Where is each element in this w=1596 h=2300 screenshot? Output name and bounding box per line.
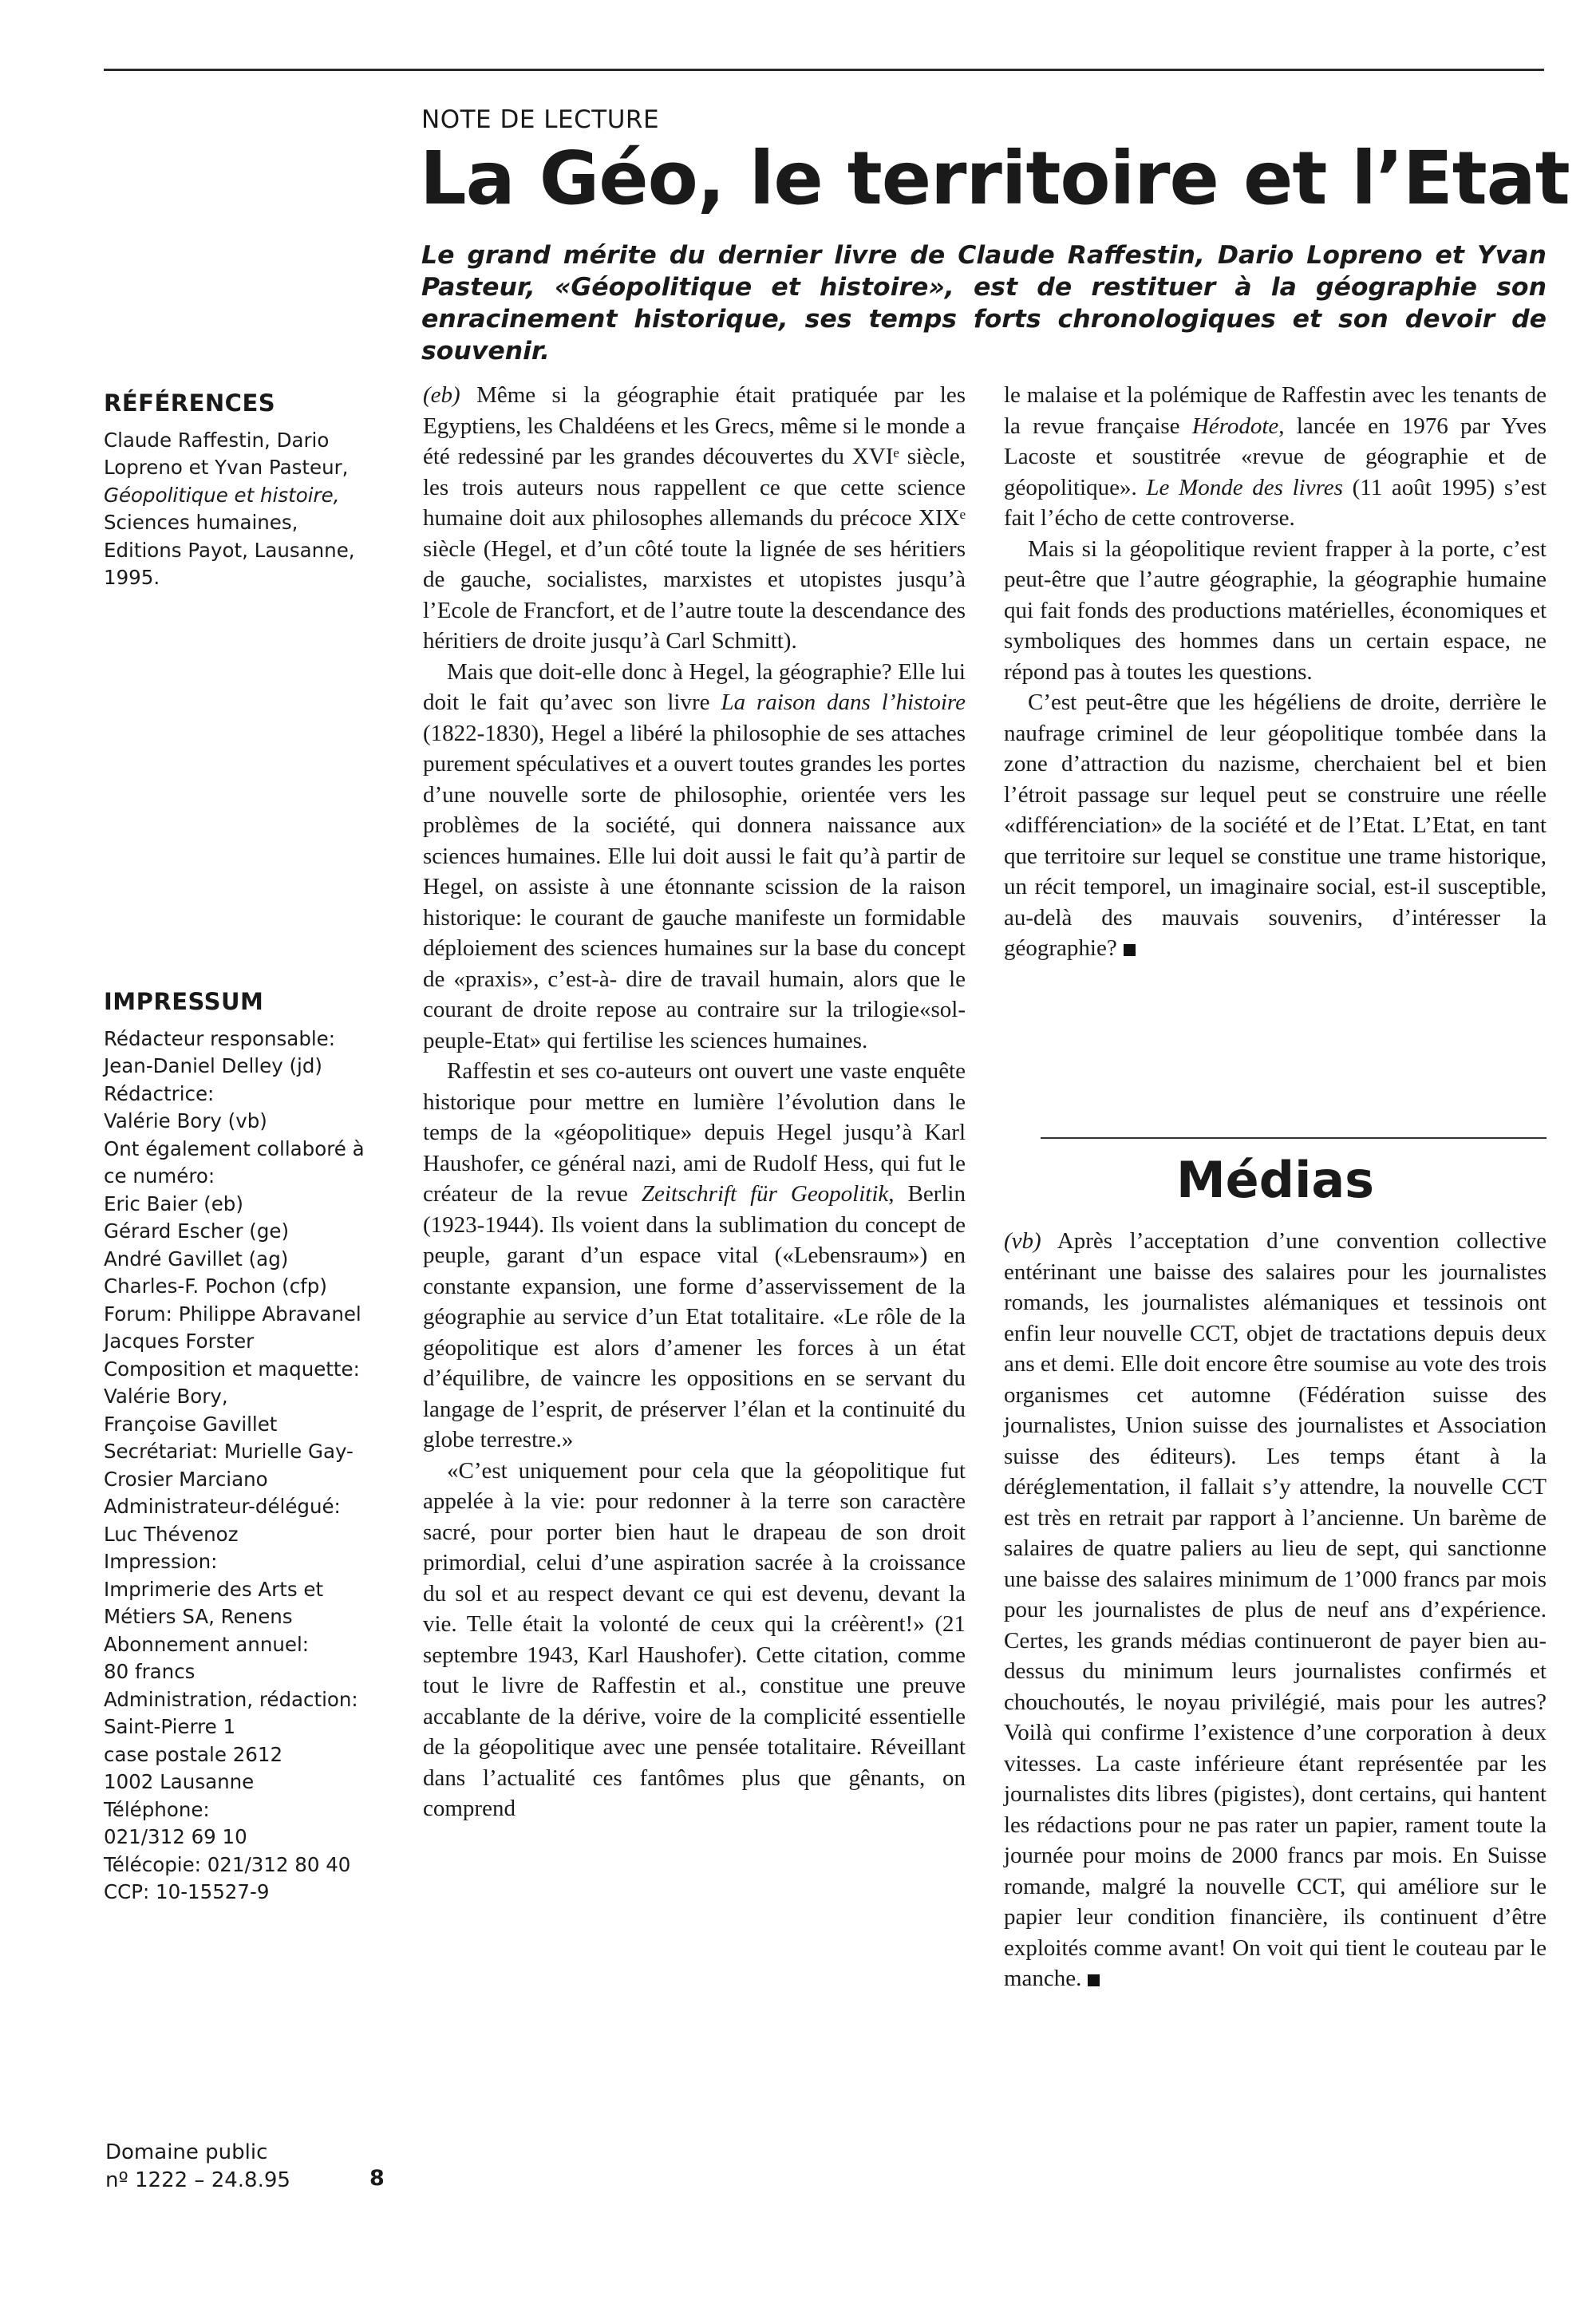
page-number: 8 [369,2166,385,2191]
article-paragraph: Mais que doit-elle donc à Hegel, la géographie? Elle lui doit le fait qu’avec son livre La raison dans l’histoire (1822-1830), Hegel a libéré la philosophie de ses attaches purement spéculatives et a ouvert toutes grandes les portes d’une nouvelle sorte de philosophie, orientée vers les problèmes de la société, qui donnera naissance aux sciences humaines. Elle lui doit aussi le fait qu’à partir de Hegel, on assiste à une étonnante scission de la raison historique: le courant de gauche manifeste un formidable déploiement des sciences humaines sur la base du concept de «praxis», c’est-à- dire de travail humain, alors que le courant de droite repose au contraire sur la trilogie«sol-peuple-Etat» qui fertilise les sciences humaines. [423,658,966,1053]
impressum-line: Télécopie: 021/312 80 40 [104,1852,351,1876]
impressum-line: 80 francs [104,1660,196,1683]
impressum-line: Luc Thévenoz [104,1522,239,1546]
impressum-line: Secrétariat: Murielle Gay- [104,1440,354,1463]
reference-book-title: Géopolitique et histoire, [104,483,340,507]
impressum-line: Saint-Pierre 1 [104,1715,236,1738]
impressum-line: Valérie Bory (vb) [104,1109,267,1132]
impressum-line: Impression: [104,1550,218,1573]
impressum-line: Eric Baier (eb) [104,1191,243,1215]
impressum-line: Rédacteur responsable: [104,1026,336,1050]
publication-name: Domaine public [105,2140,268,2164]
reference-line: Editions Payot, Lausanne, [104,538,355,562]
medias-paragraph: (vb) Après l’acceptation d’une convention collective entérinant une baisse des salaires pour les journalistes romands, les journalistes alémaniques et tessinois ont enfin leur nouvelle CCT, objet de tractations depuis deux ans et demi. Elle doit encore être soumise au vote des trois organismes cet automne (Fédération suisse des journalistes, Union suisse des journalistes et Association suisse des éditeurs). Les temps étant à la déréglementation, il fallait s’y attendre, la nouvelle CCT est très en retrait par rapport à l’ancienne. Un barème de salaires de quatre paliers au lieu de sept, qui sanctionne une baisse des salaires minimum de 1’000 francs par mois pour les journalistes de plus de neuf ans d’expérience. Certes, les grands médias continueront de payer bien au-dessus du minimum leurs journalistes confirmés et chouchoutés, le noyau privilégié, mais pour les autres? Voilà qui confirme l’existence d’une corporation à deux vitesses. La caste inférieure étant représentée par les journalistes dits libres (pigistes), dont certains, qui hantent les rédactions pour ne pas rater un papier, rament toute la journée pour moins de 2000 francs par mois. En Suisse romande, malgré la nouvelle CCT, qui améliore sur le papier leur condition financière, ils continuent d’être exploités comme avant! On voit qui tient le couteau par le manche. [1004,1228,1547,1991]
article-paragraph: C’est peut-être que les hégéliens de droite, derrière le naufrage criminel de leur géopolitique tombée dans la zone d’attraction du nazisme, cherchaient bel et bien l’étroit passage sur lequel peut se construire une réelle «différenciation» de la société et de l’Etat. L’Etat, en tant que territoire sur lequel se constitue une trame historique, un récit temporel, un imaginaire social, est-il susceptible, au-delà des mauvais souvenirs, d’intéresser la géographie? [1004,690,1547,961]
section-label: NOTE DE LECTURE [421,105,660,134]
references-heading: RÉFÉRENCES [104,389,276,417]
article-column-2 [1004,380,1547,964]
reference-line: Lopreno et Yvan Pasteur, [104,456,349,479]
impressum-line: Jean-Daniel Delley (jd) [104,1054,322,1077]
end-mark [1088,1974,1100,1986]
impressum-line: Charles-F. Pochon (cfp) [104,1274,327,1298]
impressum-line: Crosier Marciano [104,1467,268,1491]
impressum-line: Gérard Escher (ge) [104,1219,290,1243]
impressum-line: ce numéro: [104,1164,215,1188]
author-tag: (vb) [1004,1228,1041,1254]
impressum-lines [104,1026,379,1907]
end-mark [1124,944,1136,956]
impressum-line: Forum: Philippe Abravanel [104,1302,361,1326]
top-rule [104,69,1544,71]
impressum-line: Rédactrice: [104,1081,215,1105]
article-paragraph: Raffestin et ses co-auteurs ont ouvert une vaste enquête historique pour mettre en lumière l’évolution dans le temps de la «géopolitique» depuis Hegel jusqu’à Karl Haushofer, ce général nazi, ami de Rudolf Hess, qui fut le créateur de la revue Zeitschrift für Geopolitik, Berlin (1923-1944). Ils voient dans la sublimation du concept de peuple, garant d’un espace vital («Lebensraum») en constante expansion, une forme d’asservissement de la géographie au service d’un Etat totalitaire. «Le rôle de la géopolitique est alors d’amener les forces à un état d’équilibre, de vaincre les oppositions en se servant du langage de l’esprit, de préserver l’élan et la continuité du globe terrestre.» [423,1058,966,1452]
issue-info: nº 1222 – 24.8.95 [105,2168,290,2192]
impressum-line: Valérie Bory, [104,1385,228,1408]
impressum-line: André Gavillet (ag) [104,1247,289,1271]
reference-line: Claude Raffestin, Dario [104,428,330,452]
article-paragraph: (eb) Même si la géographie était pratiquée par les Egyptiens, les Chaldéens et les Grecs, même si le monde a été redessiné par les grandes découvertes du XVIᵉ siècle, les trois auteurs nous rappellent ce que cette science humaine doit aux philosophes allemands du précoce XIXᵉ siècle (Hegel, et d’un côté toute la lignée de ses héritiers de gauche, socialistes, marxistes et utopistes jusqu’à l’Ecole de Francfort, et de l’autre toute la descendance des héritiers de droite jusqu’à Carl Schmitt). [423,382,966,654]
impressum-line: Métiers SA, Renens [104,1605,293,1628]
impressum-line: Administrateur-délégué: [104,1495,341,1518]
impressum-box [104,988,379,1907]
article-paragraph: Mais si la géopolitique revient frapper à la porte, c’est peut-être que l’autre géographie, la géographie humaine qui fait fonds des productions matérielles, économiques et symboliques des hommes dans un certain espace, ne répond pas à toutes les questions. [1004,535,1547,685]
impressum-line: Composition et maquette: [104,1357,360,1381]
impressum-line: Téléphone: [104,1797,210,1821]
medias-column [1004,1226,1547,1994]
impressum-line: 1002 Lausanne [104,1770,255,1793]
article-paragraph: le malaise et la polémique de Raffestin avec les tenants de la revue française Hérodote, lancée en 1976 par Yves Lacoste et soustitrée «revue de géographie et de géopolitique». Le Monde des livres (11 août 1995) s’est fait l’écho de cette controverse. [1004,382,1547,531]
impressum-heading: IMPRESSUM [104,988,264,1015]
impressum-line: 021/312 69 10 [104,1825,247,1848]
reference-line: 1995. [104,566,160,589]
section-divider [1041,1137,1547,1139]
impressum-line: Françoise Gavillet [104,1412,278,1436]
reference-line: Sciences humaines, [104,511,298,534]
impressum-line: Ont également collaboré à [104,1136,365,1160]
impressum-line: Administration, rédaction: [104,1687,358,1711]
footer [105,2139,290,2195]
impressum-line: case postale 2612 [104,1742,283,1766]
impressum-line: Abonnement annuel: [104,1632,310,1656]
article-lead: Le grand mérite du dernier livre de Claude Raffestin, Dario Lopreno et Yvan Pasteur, «Géopolitique et histoire», est de restituer à la géographie son enracinement historique, ses temps forts chronologiques et son devoir de souvenir. [421,241,1547,366]
article-paragraph: «C’est uniquement pour cela que la géopolitique fut appelée à la vie: pour redonner à la terre son caractère sacré, pour porter bien haut le drapeau de son droit primordial, celui d’une aspiration sacrée à la croissance du sol et au respect devant ce qui est devenu, devant la vie. Telle était la volonté de ceux qui la créèrent!» (21 septembre 1943, Karl Haushofer). Cette citation, comme tout le livre de Raffestin et al., constitue une preuve accablante de la dérive, voire de la complicité essentielle de la géopolitique avec une pensée totalitaire. Réveillant dans l’actualité ces fantômes plus que gênants, on comprend [423,1457,966,1821]
impressum-line: Imprimerie des Arts et [104,1577,324,1601]
references-box [104,389,379,592]
author-tag: (eb) [423,382,460,408]
impressum-line: CCP: 10-15527-9 [104,1880,270,1903]
article-title: La Géo, le territoire et l’Etat [420,136,1570,221]
article-column-1 [423,380,966,1824]
medias-heading: Médias [1175,1151,1375,1209]
impressum-line: Jacques Forster [104,1330,255,1353]
